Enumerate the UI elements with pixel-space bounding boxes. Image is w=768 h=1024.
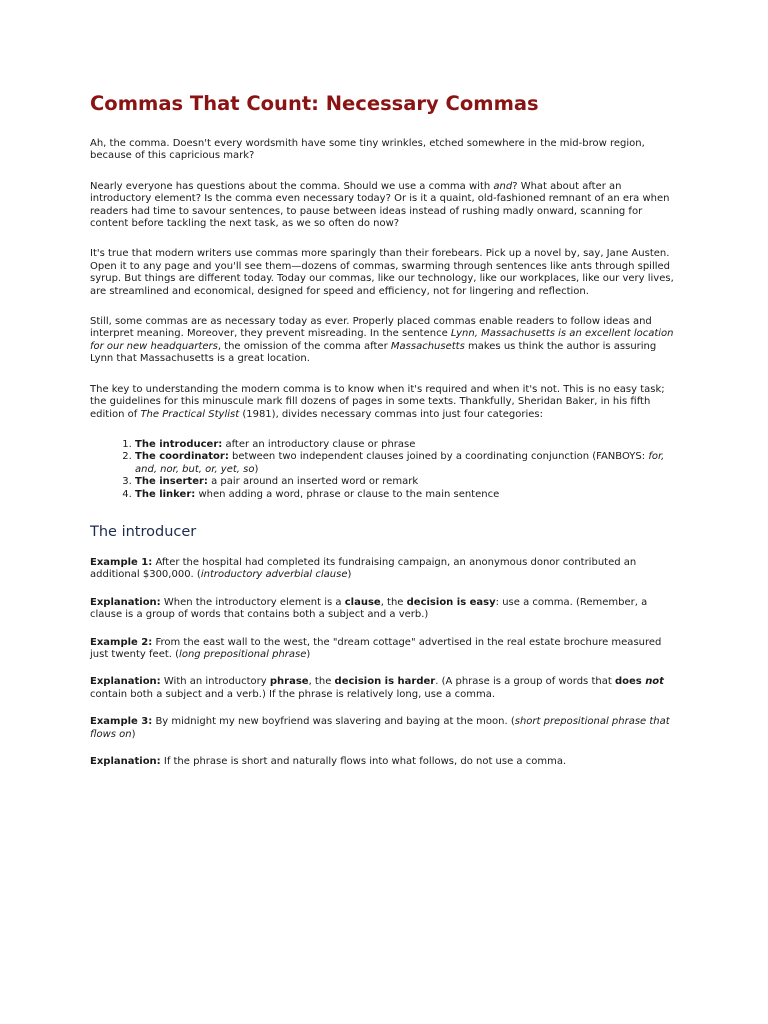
paragraph-intro: Ah, the comma. Doesn't every wordsmith have some tiny wrinkles, etched somewhere in the mid-brow region, because of this capricious mark?: [90, 138, 645, 162]
page-title: Commas That Count: Necessary Commas: [90, 92, 539, 115]
list-item: 1. The introducer: after an introductory clause or phrase: [135, 439, 680, 451]
explanation-2: Explanation: With an introductory phrase, the decision is harder. (A phrase is a group of words that does not contain both a subject and a verb.) If the phrase is relatively long, use a comma.: [90, 676, 664, 700]
example-2: Example 2: From the east wall to the west, the "dream cottage" advertised in the real estate brochure measured just twenty feet. (long prepositional phrase): [90, 636, 662, 660]
explanation-3: Explanation: If the phrase is short and naturally flows into what follows, do not use a comma.: [90, 756, 567, 767]
categories-list: [90, 439, 680, 501]
article-body: [90, 91, 680, 783]
list-item: 4. The linker: when adding a word, phrase or clause to the main sentence: [135, 489, 680, 501]
explanation-1: Explanation: When the introductory element is a clause, the decision is easy: use a comma. (Remember, a clause is a group of words that contains both a subject and a verb.): [90, 596, 648, 621]
paragraph-key: The key to understanding the modern comma is to know when it's required and when it's not. This is no easy task; the guidelines for this minuscule mark fill dozens of pages in some texts. Thankfully, Sheridan Baker, in his fifth edition of The Practical Stylist (1981), divides necessary commas into just four categories:: [90, 383, 665, 420]
paragraph-necessary: Still, some commas are as necessary today as ever. Properly placed commas enable readers to follow ideas and interpret meaning. Moreover, they prevent misreading. In the sentence Lynn, Massachusetts is an excellent location for our new headquarters, the omission of the comma after Massachusetts makes us think the author is assuring Lynn that Massachusetts is a great location.: [90, 316, 674, 365]
list-item: 3. The inserter: a pair around an inserted word or remark: [135, 476, 680, 488]
example-3: Example 3: By midnight my new boyfriend was slavering and baying at the moon. (short prepositional phrase that flows on): [90, 716, 670, 740]
paragraph-modern-writers: It's true that modern writers use commas more sparingly than their forebears. Pick up a novel by, say, Jane Austen. Open it to any page and you'll see them—dozens of commas, swarming through sentences like ants through spilled syrup. But things are different today. Today our commas, like our technology, like our workplaces, like our very lives, are streamlined and economical, designed for speed and efficiency, not for lingering and reflection.: [90, 248, 674, 297]
list-item: 2. The coordinator: between two independent clauses joined by a coordinating conjunction (FANBOYS: for, and, nor, but, or, yet, so): [135, 451, 680, 476]
paragraph-questions: Nearly everyone has questions about the comma. Should we use a comma with and? What about after an introductory element? Is the comma even necessary today? Or is it a quaint, old-fashioned remnant of an era when readers had time to savour sentences, to pause between ideas instead of rushing madly onward, scanning for content before tackling the next task, as we so often do now?: [90, 180, 670, 230]
section-heading: The introducer: [90, 523, 197, 540]
example-1: Example 1: After the hospital had completed its fundraising campaign, an anonymous donor contributed an additional $300,000. (introductory adverbial clause): [90, 556, 637, 581]
